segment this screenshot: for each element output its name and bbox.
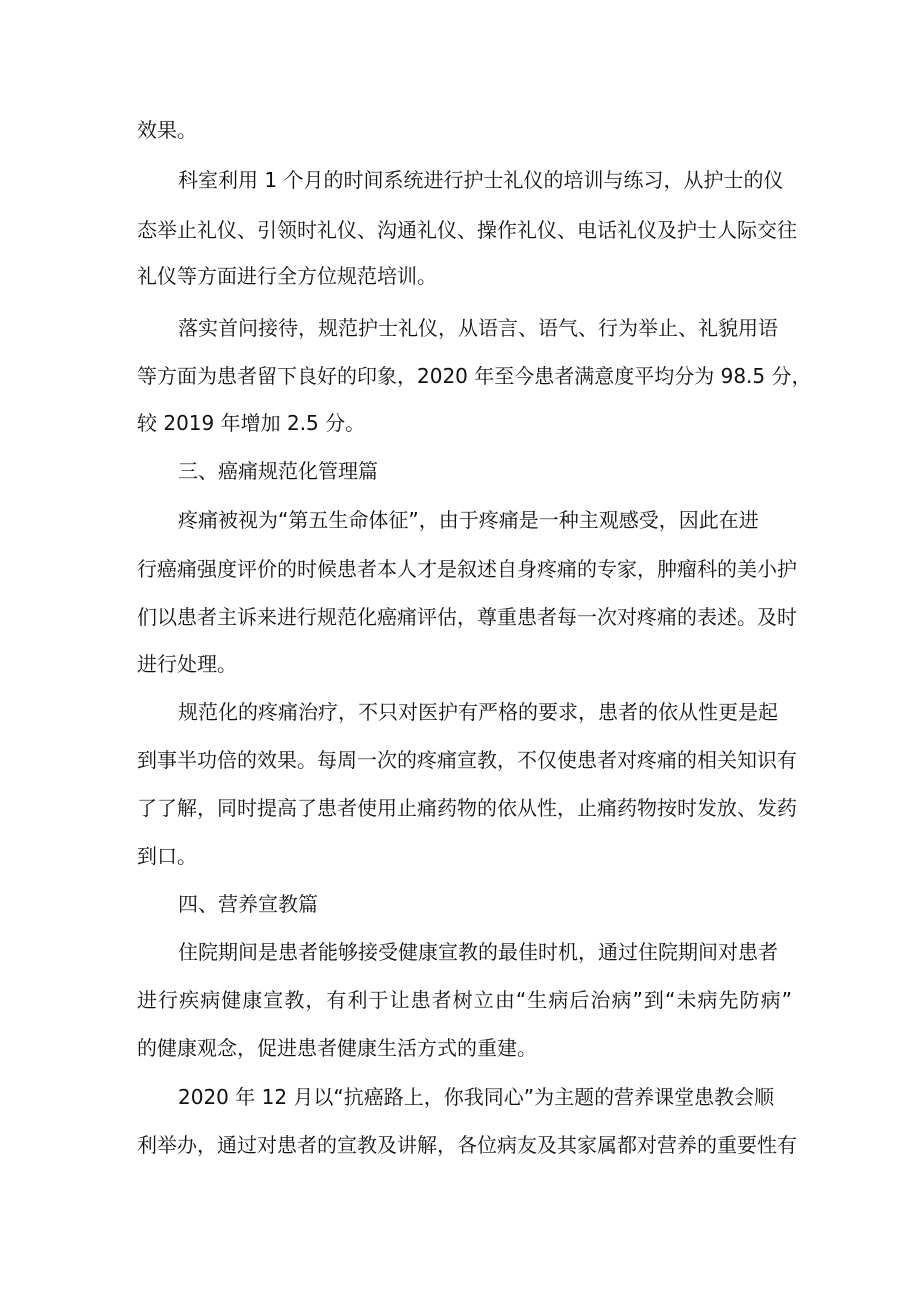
paragraph-line: 疼痛被视为“第五生命体征”，由于疼痛是一种主观感受，因此在进: [178, 508, 759, 532]
paragraph-line: 进行疾病健康宣教，有利于让患者树立由“生病后治病”到“未病先防病”: [137, 988, 792, 1012]
paragraph-line: 住院期间是患者能够接受健康宣教的最佳时机，通过住院期间对患者: [178, 940, 778, 964]
paragraph-line: 到事半功倍的效果。每周一次的疼痛宣教，不仅使患者对疼痛的相关知识有: [137, 748, 797, 772]
paragraph-line: 行癌痛强度评价的时候患者本人才是叙述自身疼痛的专家，肿瘤科的美小护: [137, 557, 797, 581]
paragraph-line: 礼仪等方面进行全方位规范培训。: [137, 264, 437, 288]
paragraph-line: 们以患者主诉来进行规范化癌痛评估，尊重患者每一次对疼痛的表述。及时: [137, 605, 797, 629]
paragraph-line: 进行处理。: [137, 652, 237, 676]
paragraph-line: 利举办，通过对患者的宣教及讲解，各位病友及其家属都对营养的重要性有: [137, 1133, 797, 1157]
paragraph-line: 态举止礼仪、引领时礼仪、沟通礼仪、操作礼仪、电话礼仪及护士人际交往: [137, 218, 797, 242]
paragraph-line: 较 2019 年增加 2.5 分。: [137, 411, 366, 435]
paragraph-line: 规范化的疼痛治疗，不只对医护有严格的要求，患者的依从性更是起: [178, 700, 778, 724]
paragraph-line: 效果。: [137, 118, 197, 142]
paragraph-line: 等方面为患者留下良好的印象，2020 年至今患者满意度平均分为 98.5 分，: [137, 364, 812, 388]
paragraph-line: 落实首问接待，规范护士礼仪，从语言、语气、行为举止、礼貌用语: [178, 316, 778, 340]
paragraph-line: 2020 年 12 月以“抗癌路上，你我同心”为主题的营养课堂患教会顺: [178, 1085, 775, 1109]
paragraph-line: 科室利用 1 个月的时间系统进行护士礼仪的培训与练习，从护士的仪: [178, 168, 784, 192]
paragraph-line: 的健康观念，促进患者健康生活方式的重建。: [137, 1036, 537, 1060]
paragraph-line: 到口。: [137, 844, 197, 868]
section-heading: 三、癌痛规范化管理篇: [178, 459, 378, 483]
section-heading: 四、营养宣教篇: [178, 892, 318, 916]
paragraph-line: 了了解，同时提高了患者使用止痛药物的依从性，止痛药物按时发放、发药: [137, 796, 797, 820]
